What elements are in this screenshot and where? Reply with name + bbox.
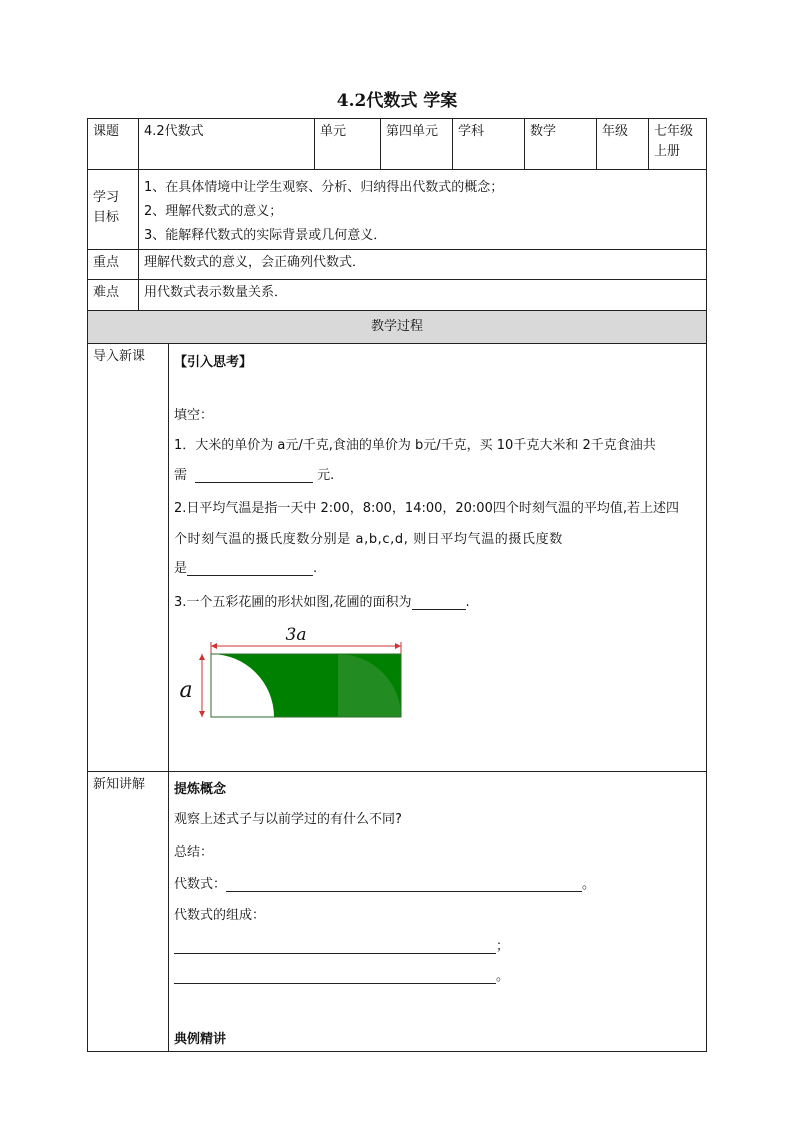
unit-value-cell: 第四单元 xyxy=(380,118,453,170)
question-1-line-1: 1．大米的单价为 a元/千克,食油的单价为 b元/千克，买 10千克大米和 2千克食油共 xyxy=(174,438,656,453)
lesson-key-cell: 课题 xyxy=(87,118,139,170)
grade-key-cell: 年级 xyxy=(596,118,649,170)
goals-content-cell xyxy=(138,169,707,250)
goal-item: 3、能解释代数式的实际背景或几何意义． xyxy=(144,228,387,243)
composition-line-2: 。 xyxy=(174,965,509,984)
question-2-line-1: 2.日平均气温是指一天中 2:00，8:00，14:00，20:00四个时刻气温的平均值,若上述四 xyxy=(174,501,679,516)
arrow-right xyxy=(395,643,401,649)
composition-line-1: ； xyxy=(174,935,509,954)
question-3: 3.一个五彩花圃的形状如图,花圃的面积为 . xyxy=(174,595,470,610)
composition-label: 代数式的组成： xyxy=(174,908,266,923)
flowerbed-figure xyxy=(174,620,414,724)
summary-label: 总结： xyxy=(174,845,214,860)
answer-blank[interactable] xyxy=(187,575,313,576)
difficulty-label-cell: 难点 xyxy=(87,279,139,311)
figure-label-left: a xyxy=(179,678,193,703)
goal-item: 2、理解代数式的意义； xyxy=(144,204,283,219)
observe-text: 观察上述式子与以前学过的有什么不同? xyxy=(174,812,402,827)
question-2-line-3: 是 . xyxy=(174,561,318,576)
answer-blank[interactable] xyxy=(412,609,466,610)
intro-label-cell: 导入新课 xyxy=(87,343,169,772)
difficulty-content-cell: 用代数式表示数量关系． xyxy=(138,279,707,311)
goals-label-cell: 学习 目标 xyxy=(87,169,139,250)
answer-blank[interactable] xyxy=(195,482,313,483)
question-2-line-2: 个时刻气温的摄氏度数分别是 a,b,c,d, 则日平均气温的摄氏度数 xyxy=(174,532,563,547)
subject-value-cell: 数学 xyxy=(524,118,597,170)
unit-key-cell: 单元 xyxy=(314,118,381,170)
key-content-cell: 理解代数式的意义，会正确列代数式． xyxy=(138,249,707,280)
arrow-left xyxy=(211,643,217,649)
new-label-cell: 新知讲解 xyxy=(87,771,169,1052)
figure-label-top: 3a xyxy=(285,625,307,645)
question-1-line-2: 需 元. xyxy=(174,468,335,483)
grade-value-cell: 七年级 上册 xyxy=(648,118,707,170)
page-title: 4.2代数式 学案 xyxy=(336,91,458,111)
answer-blank[interactable] xyxy=(174,953,496,954)
answer-blank[interactable] xyxy=(226,891,582,892)
answer-blank[interactable] xyxy=(174,983,496,984)
examples-heading: 典例精讲 xyxy=(174,1032,227,1047)
process-header: 教学过程 xyxy=(87,310,707,344)
intro-heading: 【引入思考】 xyxy=(174,355,253,370)
new-heading: 提炼概念 xyxy=(174,782,227,797)
definition-line: 代数式： 。 xyxy=(174,877,596,892)
subject-key-cell: 学科 xyxy=(452,118,525,170)
goal-item: 1、在具体情境中让学生观察、分析、归纳得出代数式的概念； xyxy=(144,180,504,195)
key-label-cell: 重点 xyxy=(87,249,139,280)
fill-label: 填空： xyxy=(174,408,214,423)
lesson-value-cell: 4.2代数式 xyxy=(138,118,315,170)
